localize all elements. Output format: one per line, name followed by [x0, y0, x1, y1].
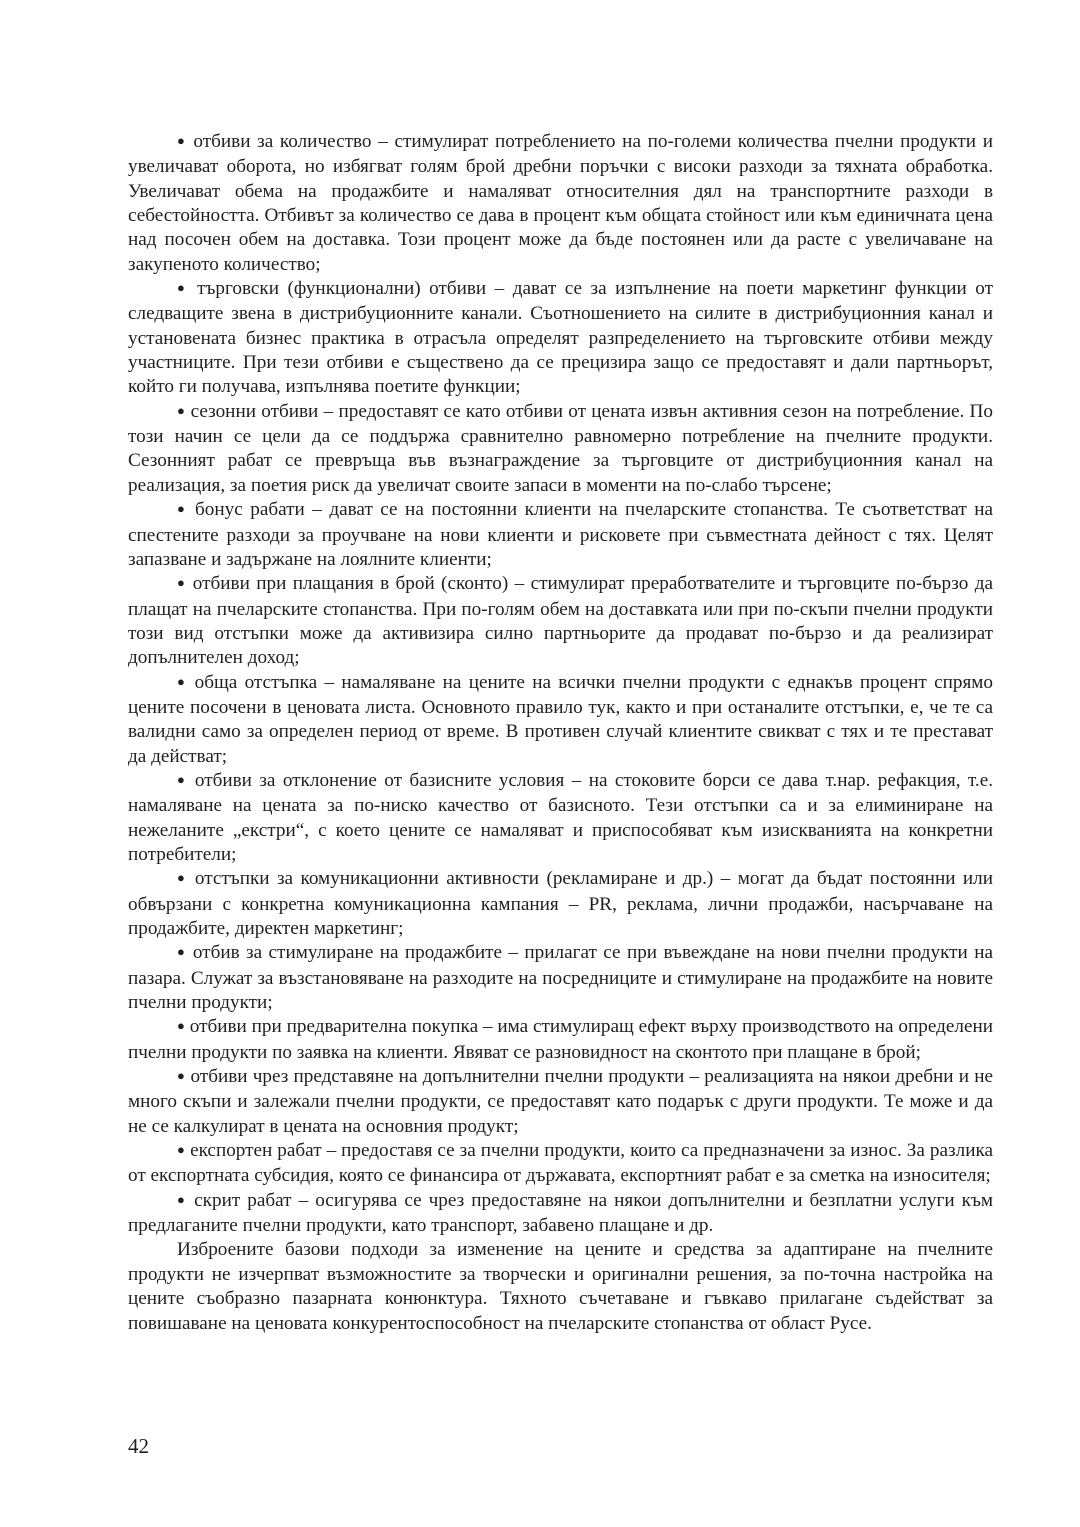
bullet-icon: ● [177, 575, 187, 591]
bullet-icon: ● [177, 133, 187, 148]
bullet-icon: ● [177, 1191, 188, 1207]
list-item [128, 1189, 993, 1239]
bullet-icon: ● [177, 1142, 186, 1158]
list-item [128, 1015, 993, 1065]
list-item [128, 498, 993, 572]
list-item [128, 572, 993, 670]
list-item [128, 130, 993, 277]
list-item-text: отбиви за отклонение от базисните условия – на стоковите борси се дава т.нар. рефакция, т.е. намаляване на цената за по-ниско качество от базисното. Тези отстъпки са и за елиминиране на нежеланите „екстри“, с което цените се намаляват и приспособяват към изискванията на конкретни потребители; [128, 769, 994, 865]
page-body [128, 130, 993, 1336]
bullet-icon: ● [177, 870, 188, 886]
list-item [128, 671, 993, 769]
bullet-icon: ● [177, 771, 188, 787]
list-item [128, 1065, 993, 1139]
list-item-text: отстъпки за комуникационни активности (рекламиране и др.) – могат да бъдат постоянни или обвързани с конкретна комуникационна кампания – PR, реклама, лични продажби, насърчаване на продажбите, директен маркетинг; [128, 868, 994, 939]
list-item [128, 941, 993, 1015]
bullet-icon: ● [177, 501, 188, 517]
list-item [128, 769, 993, 867]
list-item-text: експортен рабат – предоставя се за пчелни продукти, които са предназначени за износ. За разлика от експортната субсидия, която се финансира от държавата, експортният рабат е за сметка на износителя; [128, 1140, 994, 1187]
list-item-text: сезонни отбиви – предоставят се като отбиви от цената извън активния сезон на потребление. По този начин се цели да се поддържа сравнително равномерно потребление на пчелните продукти. Сезонният рабат се превръща във възнаграждение за търговците от дистрибуционния канал на реализация, за поетия риск да увеличат своите запаси в моменти на по-слабо търсене; [128, 400, 994, 496]
list-item [128, 277, 993, 400]
list-item-text: отбиви при предварителна покупка – има стимулиращ ефект върху производството на определени пчелни продукти по заявка на клиенти. Явяват се разновидност на сконтото при плащане в брой; [128, 1016, 993, 1063]
page-number: 42 [128, 1434, 149, 1458]
list-item-text: отбиви при плащания в брой (сконто) – стимулират преработвателите и търговците по-бързо да плащат на пчеларските стопанства. При по-голям обем на доставката или при по-скъпи пчелни продукти този вид отстъпки може да активизира силно партньорите да продават по-бързо и да реализират допълнителен доход; [128, 573, 993, 669]
list-item [128, 1139, 993, 1189]
list-item-text: отбиви за количество – стимулират потреблението на по-големи количества пчелни продукти и увеличават оборота, но избягват голям брой дребни поръчки с високи разходи за тяхната обработка. Увеличават обема на продажбите и намаляват относителния дял на транспортните разходи в себестойността. Отбивът за количество се дава в процент към общата стойност или към единичната цена над посочен обем на доставка. Този процент може да бъде постоянен или да расте с увеличаване на закупеното количество; [128, 131, 993, 275]
list-item-text: отбиви чрез представяне на допълнителни пчелни продукти – реализацията на някои дребни и не много скъпи и залежали пчелни продукти, се предоставят като подарък с други продукти. Те може и да не се калкулират в цената на основния продукт; [128, 1066, 993, 1137]
list-item-text: скрит рабат – осигурява се чрез предоставяне на някои допълнителни и безплатни услуги към предлаганите пчелни продукти, като транспорт, забавено плащане и др. [128, 1189, 994, 1237]
closing-paragraph: Изброените базови подходи за изменение на цените и средства за адаптиране на пчелните продукти не изчерпват възможностите за творчески и оригинални решения, за по-точна настройка на цените съобразно пазарната конюнктура. Тяхното съчетаване и гъвкаво прилагане съдействат за повишаване на ценовата конкурентоспособност на пчеларските стопанства от област Русе. [128, 1239, 993, 1334]
list-item-text: бонус рабати – дават се на постоянни клиенти на пчеларските стопанства. Те съответстват на спестените разходи за проучване на нови клиенти и рисковете при съвместната дейност с тях. Целят запазване и задържане на лоялните клиенти; [128, 499, 994, 570]
bullet-icon: ● [177, 673, 188, 689]
bullet-icon: ● [177, 280, 189, 296]
bullet-icon: ● [177, 944, 187, 960]
list-item [128, 400, 993, 498]
bullet-icon: ● [177, 1018, 185, 1034]
list-item-text: отбив за стимулиране на продажбите – прилагат се при въвеждане на нови пчелни продукти на пазара. Служат за възстановяване на разходите на посредниците и стимулиране на продажбите на новите пчелни продукти; [128, 942, 993, 1014]
list-item [128, 867, 993, 941]
list-item-text: обща отстъпка – намаляване на цените на всички пчелни продукти с еднакъв процент спрямо цените посочени в ценовата листа. Основното правило тук, както и при останалите отстъпки, е, че те са валидни само за определен период от време. В противен случай клиентите свикват с тях и те престават да действат; [128, 671, 994, 767]
bullet-icon: ● [177, 402, 186, 418]
bullet-icon: ● [177, 1068, 186, 1084]
list-item-text: търговски (функционални) отбиви – дават се за изпълнение на поети маркетинг функции от следващите звена в дистрибуционните канали. Съотношението на силите в дистрибуционния канал и установената бизнес практика в отрасъла определят разпределението на търговските отбиви между участниците. При тези отбиви е съществено да се прецизира защо се предоставят и дали партньорът, който ги получава, изпълнява поетите функции; [128, 278, 994, 398]
